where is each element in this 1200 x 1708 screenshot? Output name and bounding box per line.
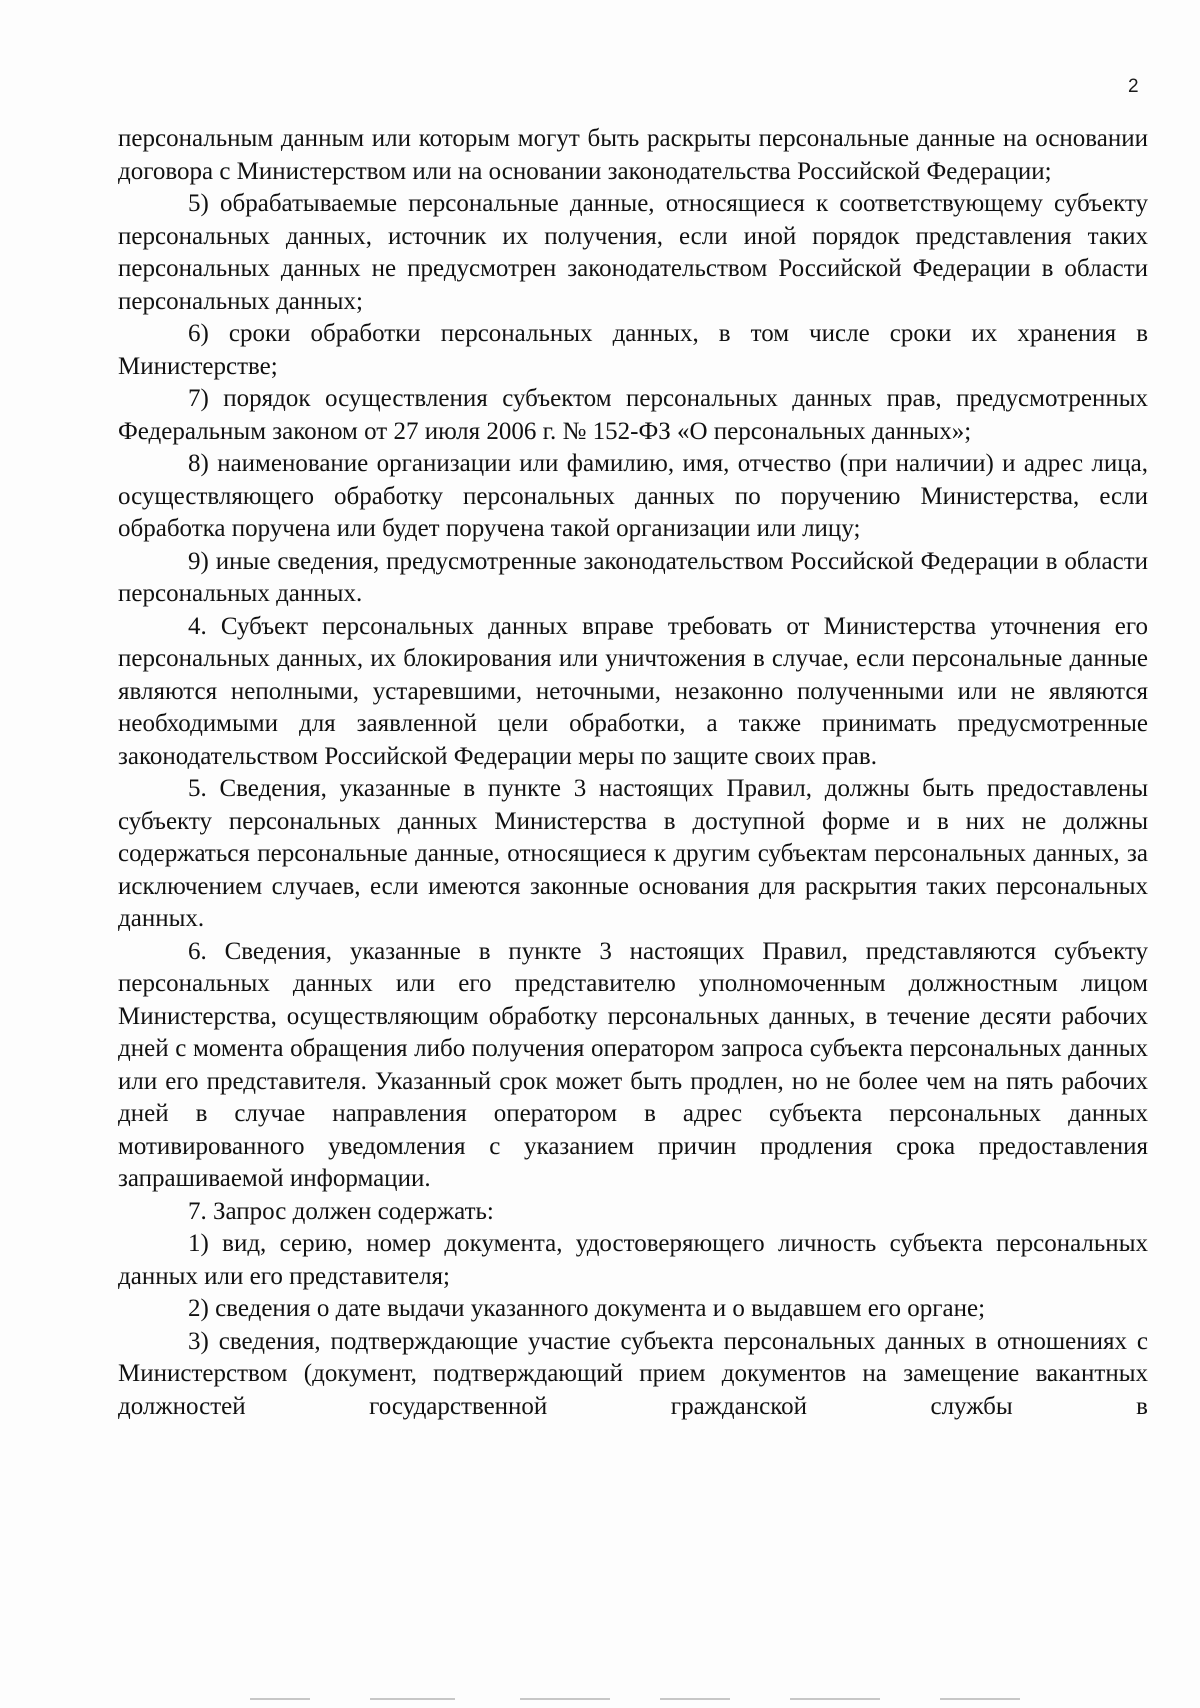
page-number: 2 — [1128, 76, 1139, 97]
paragraph-item-9: 9) иные сведения, предусмотренные законодательством Российской Федерации в области персональных данных. — [118, 547, 1148, 607]
paragraph-item-7: 7) порядок осуществления субъектом персональных данных прав, предусмотренных Федеральным законом от 27 июля 2006 г. № 152-ФЗ «О персональных данных»; — [118, 385, 1148, 445]
paragraph-item-6: 6) сроки обработки персональных данных, в том числе сроки их хранения в Министерстве; — [118, 320, 1148, 380]
scan-mark — [370, 1698, 455, 1700]
paragraph-item-8: 8) наименование организации или фамилию, имя, отчество (при наличии) и адрес лица, осуществляющего обработку персональных данных по поручению Министерства, если обработка поручена или будет поручена такой организации или лицу; — [118, 450, 1148, 542]
scan-mark — [520, 1698, 610, 1700]
scan-mark — [250, 1698, 310, 1700]
paragraph-clause-7: 7. Запрос должен содержать: — [188, 1197, 494, 1225]
scan-edge-marks — [0, 1698, 1200, 1702]
paragraph-item-5: 5) обрабатываемые персональные данные, относящиеся к соответствующему субъекту персональных данных, источник их получения, если иной порядок представления таких персональных данных не предусмотрен законодательством Российской Федерации в области персональных данных; — [118, 190, 1148, 315]
document-body — [118, 123, 1148, 1423]
scan-mark — [790, 1698, 880, 1700]
paragraph-clause-6: 6. Сведения, указанные в пункте 3 настоящих Правил, представляются субъекту персональных данных или его представителю уполномоченным должностным лицом Министерства, осуществляющим обработку персональных данных, в течение десяти рабочих дней с момента обращения либо получения оператором запроса субъекта персональных данных или его представителя. Указанный срок может быть продлен, но не более чем на пять рабочих дней в случае направления оператором в адрес субъекта персональных данных мотивированного уведомления с указанием причин продления срока предоставления запрашиваемой информации. — [118, 937, 1148, 1192]
paragraph-request-item-2: 2) сведения о дате выдачи указанного документа и о выдавшем его органе; — [188, 1295, 986, 1322]
scan-mark — [660, 1698, 730, 1700]
paragraph-clause-5: 5. Сведения, указанные в пункте 3 настоящих Правил, должны быть предоставлены субъекту персональных данных Министерства в доступной форме и в них не должны содержаться персональные данные, относящиеся к другим субъектам персональных данных, за исключением случаев, если имеются законные основания для раскрытия таких персональных данных. — [118, 775, 1148, 932]
paragraph-request-item-3: 3) сведения, подтверждающие участие субъекта персональных данных в отношениях с Министерством (документ, подтверждающий прием документов на замещение вакантных должностей государственной гражданской службы в — [118, 1327, 1148, 1420]
scan-mark — [940, 1698, 1020, 1700]
paragraph-request-item-1: 1) вид, серию, номер документа, удостоверяющего личность субъекта персональных данных или его представителя; — [118, 1230, 1148, 1290]
paragraph-clause-4: 4. Субъект персональных данных вправе требовать от Министерства уточнения его персональных данных, их блокирования или уничтожения в случае, если персональные данные являются неполными, устаревшими, неточными, незаконно полученными или не являются необходимыми для заявленной цели обработки, а также принимать предусмотренные законодательством Российской Федерации меры по защите своих прав. — [118, 612, 1148, 770]
paragraph-continuation: персональным данным или которым могут быть раскрыты персональные данные на основании договора с Министерством или на основании законодательства Российской Федерации; — [118, 125, 1148, 185]
